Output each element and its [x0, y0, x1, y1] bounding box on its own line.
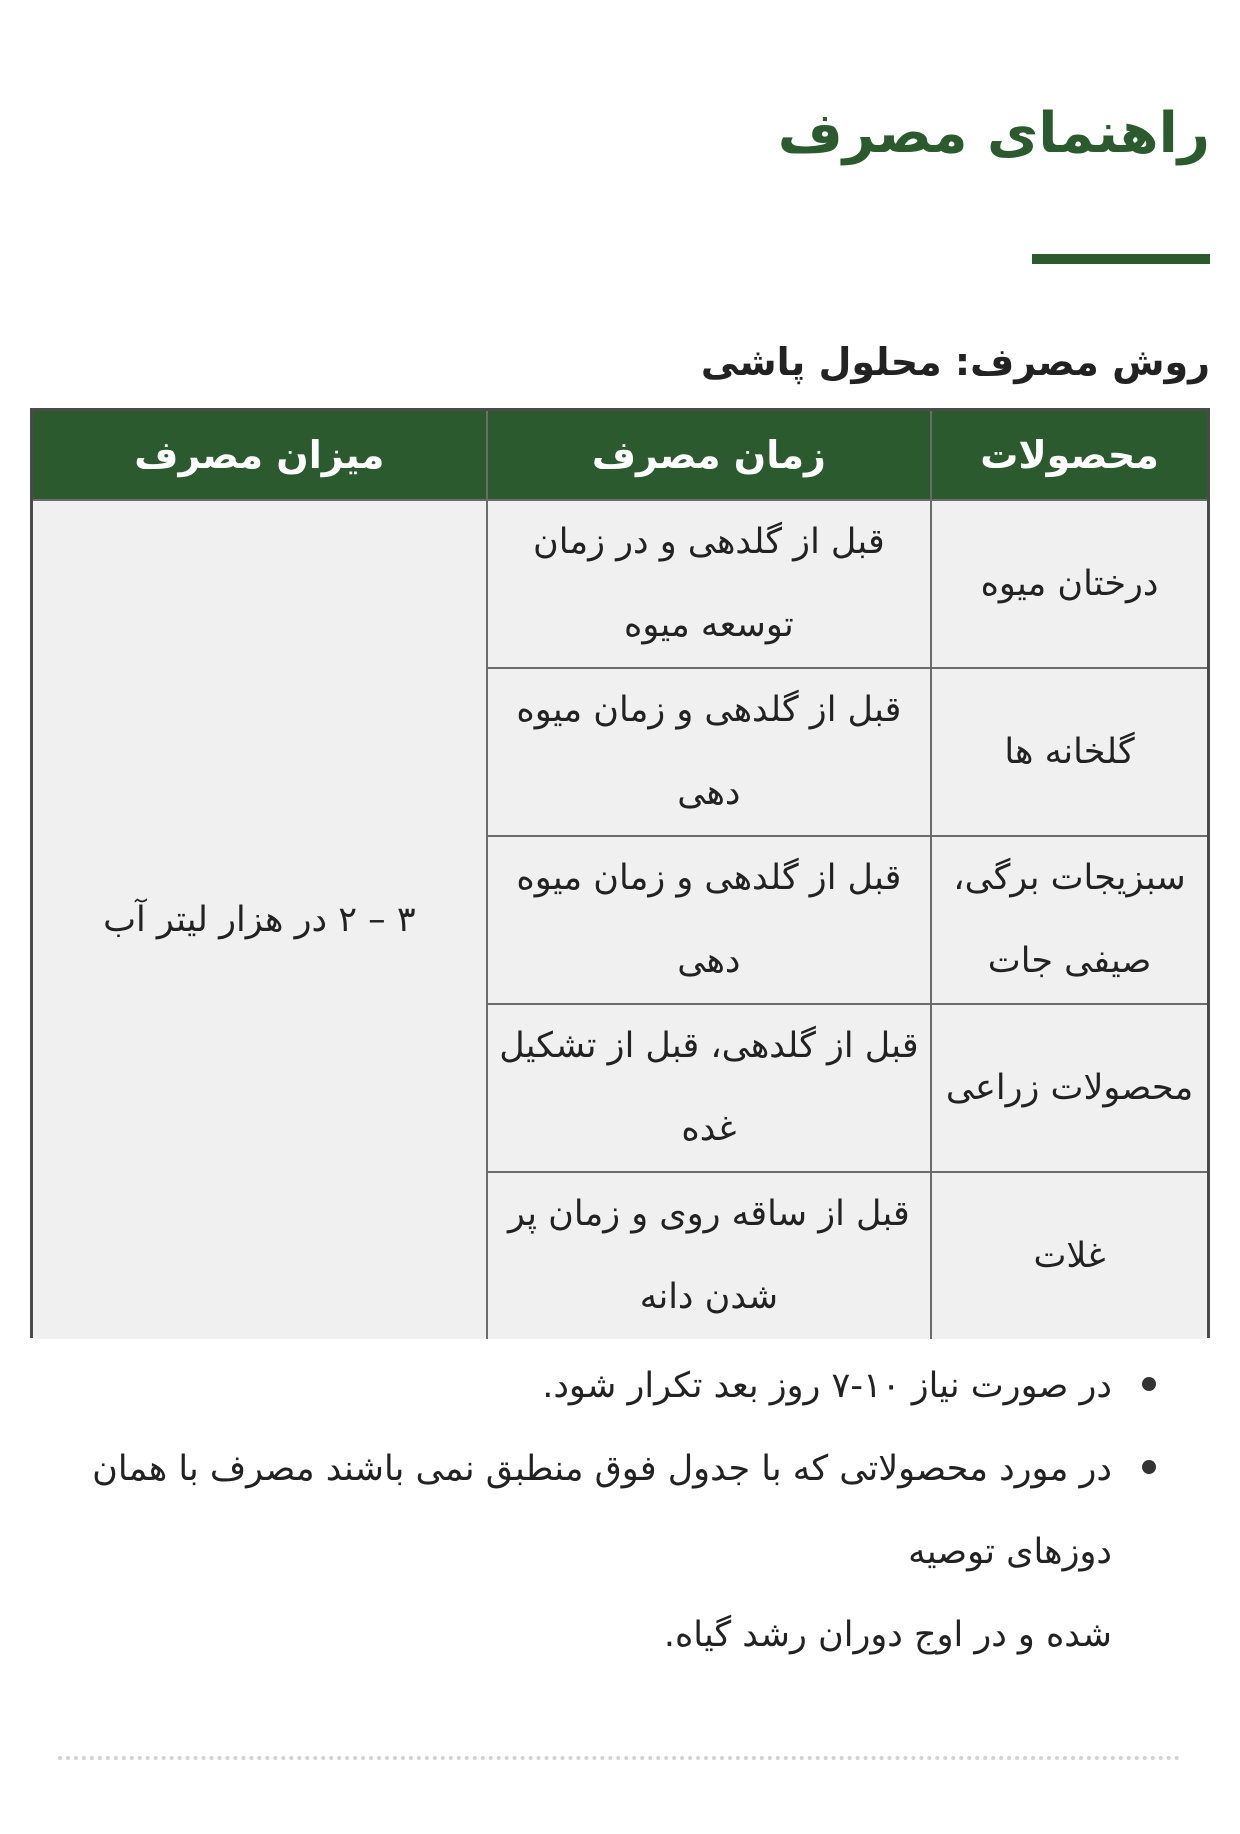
table-row	[33, 500, 1207, 668]
usage-table-container	[30, 408, 1210, 1338]
crop-cell: محصولات زراعی	[931, 1004, 1207, 1172]
usage-table	[33, 411, 1207, 1339]
usage-method-label: روش مصرف: محلول پاشی	[700, 340, 1210, 384]
page-title: راهنمای مصرف	[777, 101, 1210, 166]
crop-cell: سبزیجات برگی، صیفی جات	[931, 836, 1207, 1004]
bullet-dot-icon	[1142, 1460, 1156, 1474]
dotted-divider	[58, 1756, 1180, 1760]
table-header-row	[33, 411, 1207, 500]
note-text: در مورد محصولاتی که با جدول فوق منطبق نمی باشند مصرف با همان دوزهای توصیه	[92, 1449, 1112, 1572]
dose-cell: ۳ – ۲ در هزار لیتر آب	[33, 500, 487, 1339]
header-crops: محصولات	[931, 411, 1207, 500]
note-text: در صورت نیاز ۱۰-۷ روز بعد تکرار شود.	[542, 1366, 1112, 1406]
note-text-continued: شده و در اوج دوران رشد گیاه.	[663, 1615, 1112, 1655]
crop-cell: درختان میوه	[931, 500, 1207, 668]
title-underline	[1032, 254, 1210, 264]
timing-cell: قبل از گلدهی و در زمان توسعه میوه	[487, 500, 931, 668]
timing-cell: قبل از ساقه روی و زمان پر شدن دانه	[487, 1172, 931, 1339]
list-item	[50, 1428, 1112, 1677]
header-timing: زمان مصرف	[487, 411, 931, 500]
timing-cell: قبل از گلدهی، قبل از تشکیل غده	[487, 1004, 931, 1172]
list-item	[50, 1345, 1112, 1428]
timing-cell: قبل از گلدهی و زمان میوه دهی	[487, 836, 931, 1004]
bullet-dot-icon	[1142, 1377, 1156, 1391]
header-dose: میزان مصرف	[33, 411, 487, 500]
crop-cell: گلخانه ها	[931, 668, 1207, 836]
timing-cell: قبل از گلدهی و زمان میوه دهی	[487, 668, 931, 836]
crop-cell: غلات	[931, 1172, 1207, 1339]
usage-notes-list	[50, 1345, 1112, 1677]
